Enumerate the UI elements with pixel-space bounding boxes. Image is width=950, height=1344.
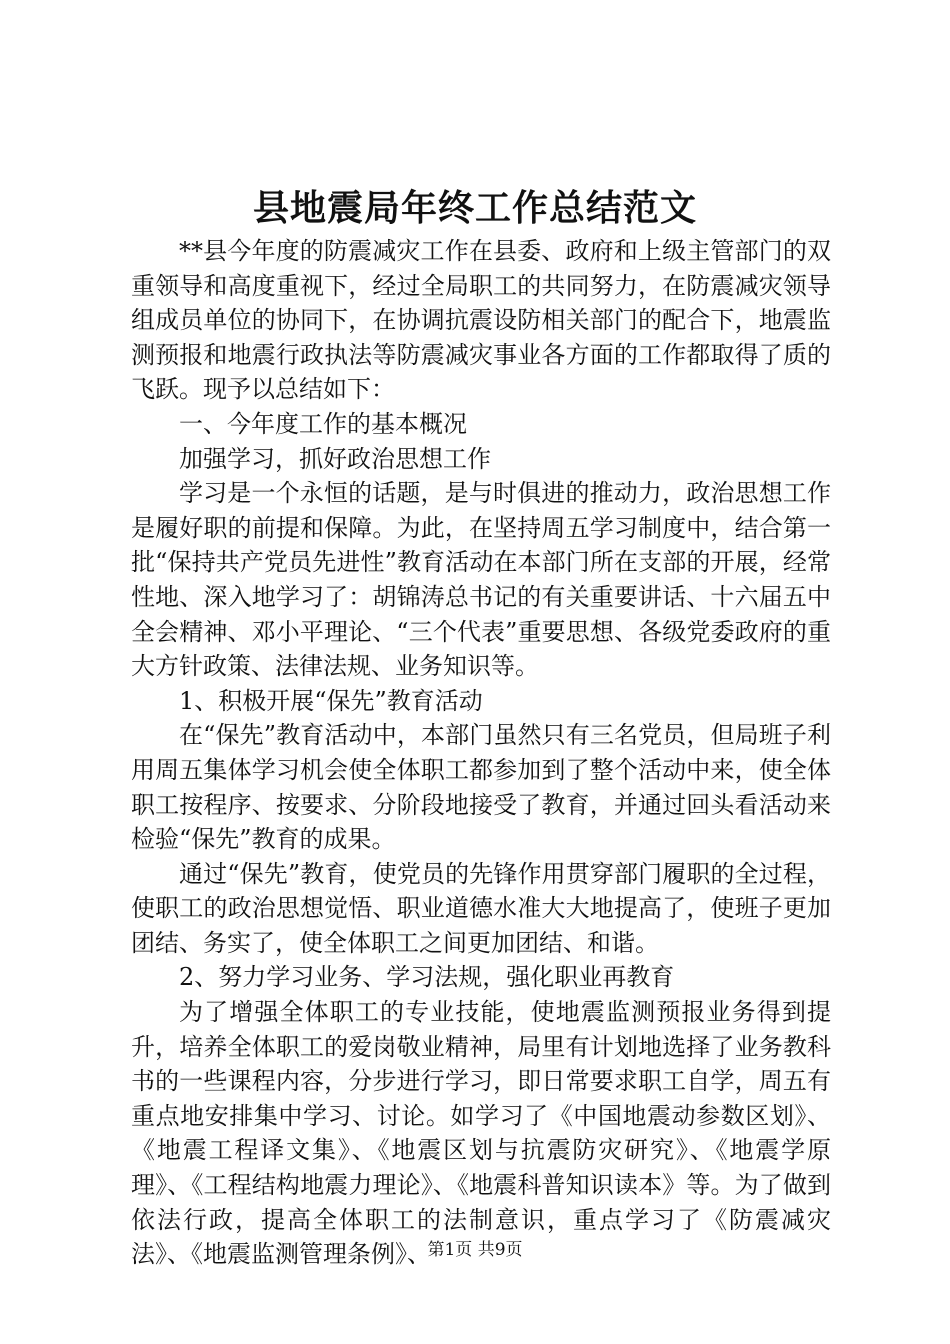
subheading-study: 加强学习，抓好政治思想工作 [179, 444, 491, 473]
page-number-footer: 第1页 共9页 [427, 1240, 523, 1260]
paragraph-intro: **县今年度的防震减灾工作在县委、政府和上级主管部门的双重领导和高度重视下，经过全局职工的共同努力，在防震减灾领导组成员单位的协同下，在协调抗震设防相关部门的配合下，地震监测预报和地震行政执法等防震减灾事业各方面的工作都取得了质的飞跃。现予以总结如下： [131, 237, 831, 404]
heading-item-1: 1、积极开展“保先”教育活动 [179, 686, 483, 715]
heading-item-2: 2、努力学习业务、学习法规，强化职业再教育 [179, 963, 675, 992]
document-title: 县地震局年终工作总结范文 [252, 187, 697, 229]
heading-section-1: 一、今年度工作的基本概况 [179, 409, 467, 438]
paragraph-study: 学习是一个永恒的话题，是与时俱进的推动力，政治思想工作是履好职的前提和保障。为此，在坚持周五学习制度中，结合第一批“保持共产党员先进性”教育活动在本部门所在支部的开展，经常性地、深入地学习了：胡锦涛总书记的有关重要讲话、十六届五中全会精神、邓小平理论、“三个代表”重要思想、各级党委政府的重大方针政策、法律法规、业务知识等。 [131, 479, 831, 681]
paragraph-outcome: 通过“保先”教育，使党员的先锋作用贯穿部门履职的全过程，使职工的政治思想觉悟、职业道德水准大大地提高了，使班子更加团结、务实了，使全体职工之间更加团结、和谐。 [131, 859, 831, 957]
paragraph-training: 为了增强全体职工的专业技能，使地震监测预报业务得到提升，培养全体职工的爱岗敬业精神，局里有计划地选择了业务教科书的一些课程内容，分步进行学习，即日常要求职工自学，周五有重点地安排集中学习、讨论。如学习了《中国地震动参数区划》、《地震工程译文集》、《地震区划与抗震防灾研究》、《地震学原理》、《工程结构地震力理论》、《地震科普知识读本》等。为了做到依法行政，提高全体职工的法制意识，重点学习了《防震减灾法》、《地震监测管理条例》、 [131, 998, 831, 1269]
document-body [131, 234, 831, 1272]
paragraph-activity: 在“保先”教育活动中，本部门虽然只有三名党员，但局班子利用周五集体学习机会使全体职工都参加到了整个活动中来，使全体职工按程序、按要求、分阶段地接受了教育，并通过回头看活动来检验“保先”教育的成果。 [131, 721, 831, 854]
